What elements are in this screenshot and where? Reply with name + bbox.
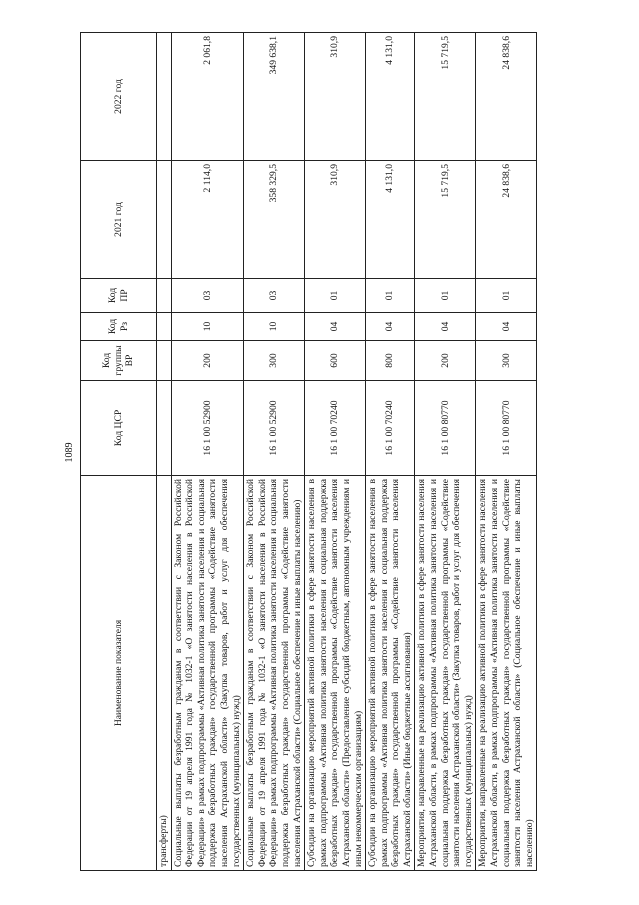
row-rz: 10 [244,313,305,341]
continuation-row [157,33,172,871]
row-rz: 04 [305,313,366,341]
row-2021: 310,9 [305,161,366,279]
row-2021: 358 329,5 [244,161,305,279]
row-csr: 16 1 00 70240 [305,381,366,476]
row-name: Мероприятия, направленные на реализацию активной политики в сфере занятости населения Астраханской области, в рамках подпрограммы «Активная политика занятости населения и социальная поддержка безработных граждан» государственной программы «Содействие занятости населения Астраханской области» (Закупка товаров, работ и услуг для обеспечения государственных (муниципальных) нужд) [415,476,476,871]
header-csr: Код ЦСР [81,381,157,476]
row-2021: 15 719,5 [415,161,476,279]
row-csr: 16 1 00 80770 [415,381,476,476]
header-pr: Код ПР [81,279,157,313]
row-vr: 300 [244,341,305,381]
header-2022: 2022 год [81,33,157,161]
row-2021: 2 114,0 [171,161,244,279]
row-pr: 01 [366,279,415,313]
table-row [415,33,476,871]
empty-cell [157,341,172,381]
row-csr: 16 1 00 80770 [476,381,537,476]
table-row [366,33,415,871]
header-vr: Код группы ВР [81,341,157,381]
row-name: Социальные выплаты безработным гражданам в соответствии с Законом Российской Федерации от 19 апреля 1991 года № 1032-1 «О занятости населения в Российской Федерации» в рамках подпрограммы «Активная политика занятости населения и социальная поддержка безработных граждан» государственной программы «Содействие занятости населения Астраханской области» (Закупка товаров, работ и услуг для обеспечения государственных (муниципальных) нужд) [171,476,244,871]
row-pr: 03 [244,279,305,313]
row-2022: 15 719,5 [415,33,476,161]
row-rz: 04 [476,313,537,341]
row-name: Субсидии на организацию мероприятий активной политики в сфере занятости населения в рамках подпрограммы «Активная политика занятости населения и социальная поддержка безработных граждан» государственной программы «Содействие занятости населения Астраханской области» (Иные бюджетные ассигнования) [366,476,415,871]
row-vr: 200 [171,341,244,381]
table-row [476,33,537,871]
row-vr: 200 [415,341,476,381]
row-vr: 300 [476,341,537,381]
empty-cell [157,313,172,341]
row-2022: 349 638,1 [244,33,305,161]
row-pr: 01 [305,279,366,313]
table-row [171,33,244,871]
page-number: 1089 [64,442,75,463]
row-pr: 01 [415,279,476,313]
row-csr: 16 1 00 52900 [171,381,244,476]
row-2022: 2 061,8 [171,33,244,161]
header-2021: 2021 год [81,161,157,279]
row-name: Субсидии на организацию мероприятий активной политики в сфере занятости населения в рамках подпрограммы «Активная политика занятости населения и социальная поддержка безработных граждан» государственной программы «Содействие занятости населения Астраханской области» (Предоставление субсидий бюджетным, автономным учреждениям и иным некоммерческим организациям) [305,476,366,871]
header-name: Наименование показателя [81,476,157,871]
row-rz: 04 [366,313,415,341]
empty-cell [157,161,172,279]
row-2021: 4 131,0 [366,161,415,279]
row-2022: 4 131,0 [366,33,415,161]
empty-cell [157,33,172,161]
row-2021: 24 838,6 [476,161,537,279]
row-csr: 16 1 00 52900 [244,381,305,476]
row-vr: 800 [366,341,415,381]
empty-cell [157,279,172,313]
table-row [305,33,366,871]
row-2022: 24 838,6 [476,33,537,161]
row-2022: 310,9 [305,33,366,161]
header-row [81,33,157,871]
row-rz: 10 [171,313,244,341]
row-name: Социальные выплаты безработным гражданам в соответствии с Законом Российской Федерации от 19 апреля 1991 года № 1032-1 «О занятости населения в Российской Федерации» в рамках подпрограммы «Активная политика занятости населения и социальная поддержка безработных граждан» государственной программы «Содействие занятости населения Астраханской области» (Социальное обеспечение и иные выплаты населению) [244,476,305,871]
table-row [244,33,305,871]
row-rz: 04 [415,313,476,341]
row-vr: 600 [305,341,366,381]
empty-cell [157,381,172,476]
row-csr: 16 1 00 70240 [366,381,415,476]
continuation-text: трансферты) [157,476,172,871]
row-name: Мероприятия, направленные на реализацию активной политики в сфере занятости населения Астраханской области, в рамках подпрограммы «Активная политика занятости населения и социальная поддержка безработных граждан» государственной программы «Содействие занятости населения Астраханской области» (Социальное обеспечение и иные выплаты населению) [476,476,537,871]
row-pr: 03 [171,279,244,313]
budget-table [80,32,537,871]
header-rz: Код Рз [81,313,157,341]
row-pr: 01 [476,279,537,313]
